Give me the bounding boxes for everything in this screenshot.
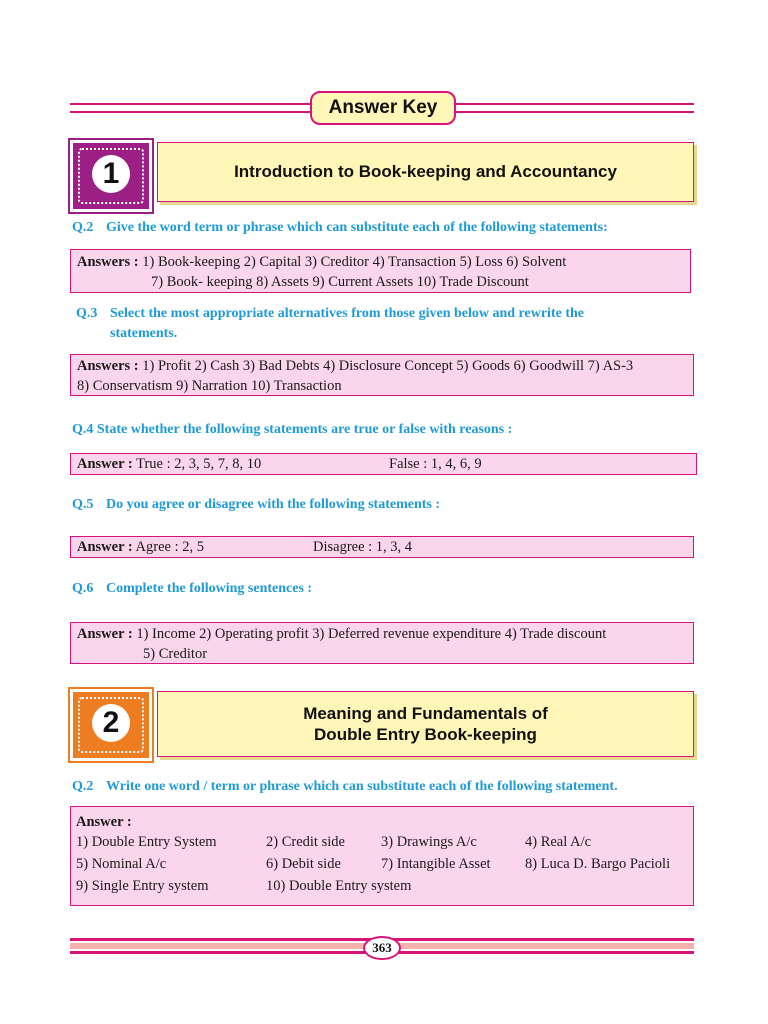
answer-box-q2 — [70, 249, 691, 293]
answer-item: 5) Nominal A/c — [76, 856, 167, 872]
answer-label: Answers : — [77, 358, 139, 374]
question-text: State whether the following statements are true or false with reasons : — [96, 422, 513, 437]
question-number: Q.6 — [72, 581, 94, 596]
answer-line: 5) Creditor — [143, 646, 208, 662]
answer-item: 9) Single Entry system — [76, 878, 209, 894]
question-text: statements. — [110, 326, 178, 341]
answer-line: 7) Book- keeping 8) Assets 9) Current Assets 10) Trade Discount — [151, 274, 529, 290]
page-number: 363 — [363, 936, 401, 960]
chapter-2-title-line2: Double Entry Book-keeping — [314, 725, 537, 744]
chapter-1-badge — [70, 140, 152, 212]
question-number: Q.2 — [72, 220, 94, 235]
question-q4 — [72, 420, 512, 440]
answer-box-q3 — [70, 354, 694, 396]
answer-line: 1) Income 2) Operating profit 3) Deferred revenue expenditure 4) Trade discount — [136, 626, 607, 642]
answer-label: Answer : — [77, 539, 133, 555]
question-text: Do you agree or disagree with the following statements : — [106, 497, 441, 512]
question-number: Q.4 — [72, 422, 94, 437]
answer-label: Answer : — [76, 814, 132, 830]
question-q3 — [76, 304, 676, 344]
chapter-2-title — [157, 691, 694, 757]
answer-item: 10) Double Entry system — [266, 878, 412, 894]
header-rule-right — [456, 103, 694, 113]
answer-label: Answer : — [77, 456, 133, 472]
answer-disagree: Disagree : 1, 3, 4 — [313, 539, 413, 555]
question-text: Select the most appropriate alternatives from those given below and rewrite the — [110, 306, 584, 321]
question-q6 — [72, 579, 312, 599]
answer-box-q5 — [70, 536, 694, 558]
answer-line: 8) Conservatism 9) Narration 10) Transaction — [77, 378, 342, 394]
question-number: Q.5 — [72, 497, 94, 512]
chapter-number: 1 — [92, 155, 130, 193]
answer-false: False : 1, 4, 6, 9 — [389, 456, 482, 472]
answer-line: 1) Book-keeping 2) Capital 3) Creditor 4) Transaction 5) Loss 6) Solvent — [142, 254, 567, 270]
answer-item: 2) Credit side — [266, 834, 345, 850]
answer-item: 6) Debit side — [266, 856, 341, 872]
question-text: Complete the following sentences : — [106, 581, 313, 596]
answer-box-q4 — [70, 453, 697, 475]
answer-true: True : 2, 3, 5, 7, 8, 10 — [136, 456, 262, 472]
answer-item: 1) Double Entry System — [76, 834, 217, 850]
answer-item: 4) Real A/c — [525, 834, 592, 850]
answer-label: Answers : — [77, 254, 139, 270]
chapter-1-title-text: Introduction to Book-keeping and Accountancy — [234, 162, 617, 181]
answer-box-q6 — [70, 622, 694, 664]
header-rule-left — [70, 103, 310, 113]
answer-item: 7) Intangible Asset — [381, 856, 491, 872]
question-q2 — [72, 218, 608, 238]
chapter-1-title — [157, 142, 694, 202]
answer-line: 1) Profit 2) Cash 3) Bad Debts 4) Disclosure Concept 5) Goods 6) Goodwill 7) AS-3 — [142, 358, 634, 374]
question-number: Q.2 — [72, 779, 94, 794]
answer-item: 3) Drawings A/c — [381, 834, 477, 850]
chapter-2-title-line1: Meaning and Fundamentals of — [303, 704, 548, 723]
question-number: Q.3 — [76, 306, 98, 321]
answer-agree: Agree : 2, 5 — [135, 539, 204, 555]
question-q5 — [72, 495, 440, 515]
answer-item: 8) Luca D. Bargo Pacioli — [525, 856, 671, 872]
answer-key-title: Answer Key — [310, 91, 456, 125]
chapter-2-badge — [70, 689, 152, 761]
answer-label: Answer : — [77, 626, 133, 642]
answer-box-ch2-q2 — [70, 806, 694, 906]
chapter-number: 2 — [92, 704, 130, 742]
question-ch2-q2 — [72, 777, 618, 797]
question-text: Give the word term or phrase which can substitute each of the following statements: — [106, 220, 608, 235]
question-text: Write one word / term or phrase which can substitute each of the following statement. — [106, 779, 618, 794]
